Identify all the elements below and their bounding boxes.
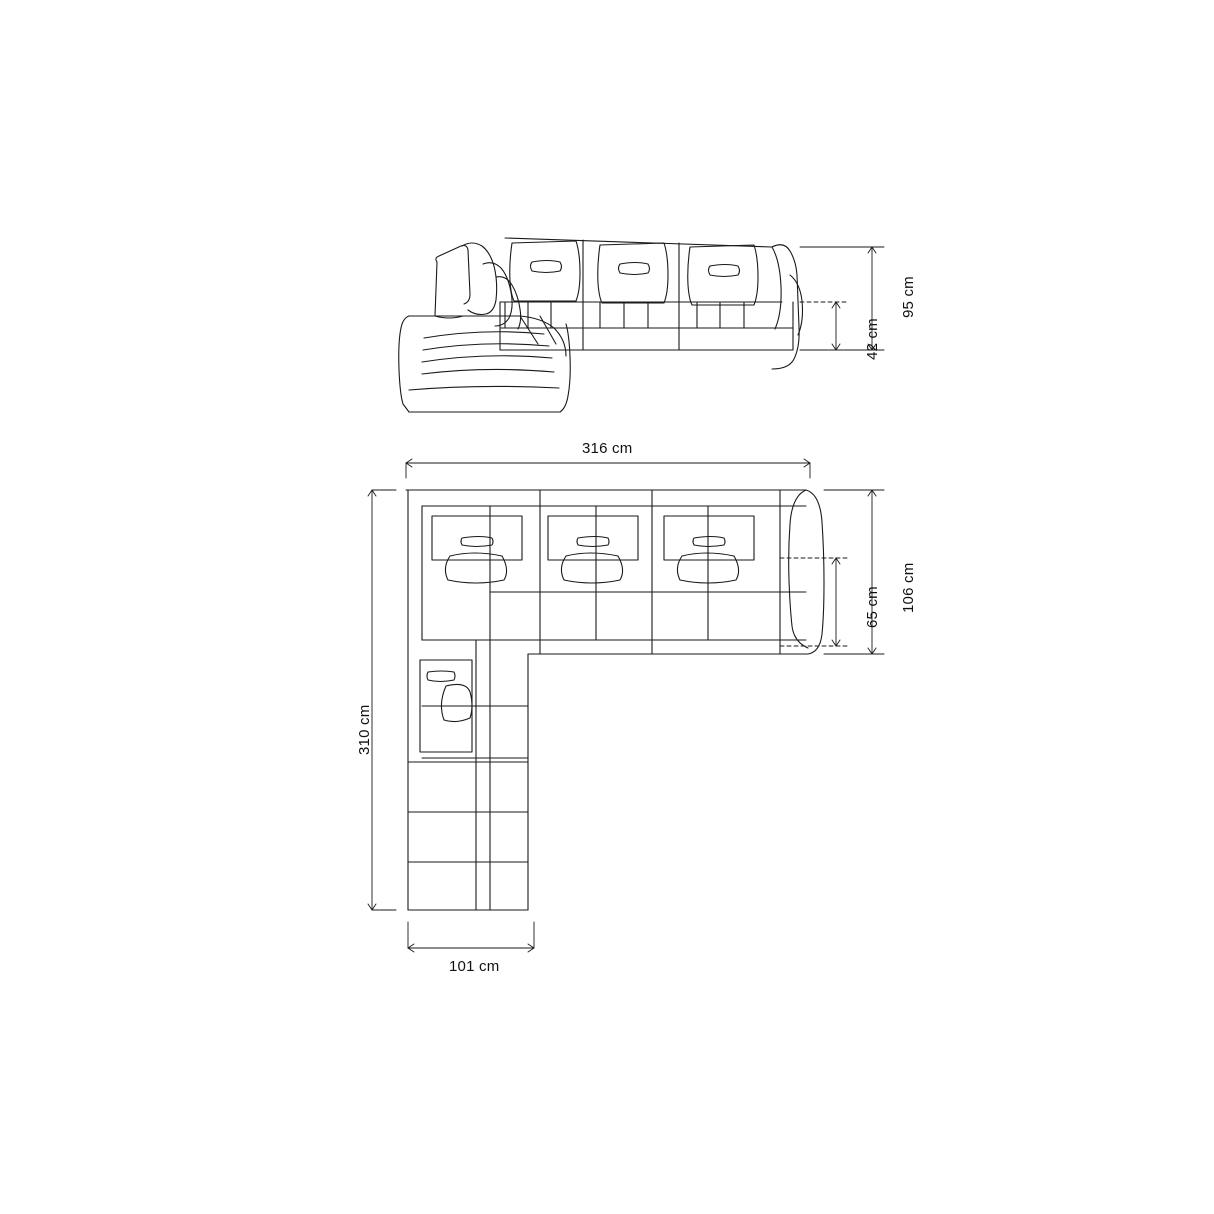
top-plan-sofa [406, 490, 824, 910]
label-plan-depth: 310 cm [356, 704, 373, 755]
label-plan-module-depth: 106 cm [900, 562, 917, 613]
label-plan-module-width: 101 cm [449, 958, 500, 975]
front-elevation-sofa [399, 238, 803, 412]
label-plan-seat-depth: 65 cm [864, 586, 881, 628]
dimension-front-seat-height [800, 302, 848, 350]
label-plan-width: 316 cm [582, 440, 633, 457]
label-front-seat-height: 42 cm [864, 318, 881, 360]
label-front-total-height: 95 cm [900, 276, 917, 318]
dimension-plan-width [406, 459, 810, 478]
dimension-plan-depth [368, 490, 396, 910]
dimension-plan-module-width [408, 922, 534, 952]
dimension-plan-module-depth [824, 490, 884, 654]
